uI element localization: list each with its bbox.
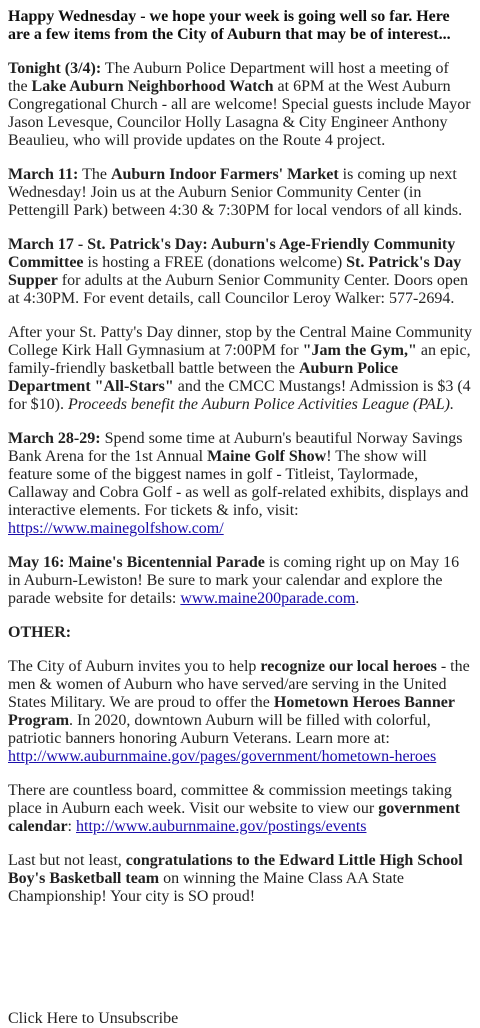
item-march-11-bold: Auburn Indoor Farmers' Market [110,166,339,183]
item-jam-italic: Proceeds benefit the Auburn Police Activities League (PAL). [67,396,454,413]
item-calendar-bold: government calendar [8,800,460,835]
unsubscribe-link[interactable]: Click Here to Unsubscribe [8,1010,179,1027]
other-heading: OTHER: [8,624,72,641]
item-march-11-text: The [78,166,111,183]
other-section [8,624,472,642]
item-march-17 [8,236,472,308]
item-golf-bold: Maine Golf Show [207,448,327,465]
hometown-heroes-link[interactable]: http://www.auburnmaine.gov/pages/government/hometown-heroes [8,748,437,765]
item-congrats-text: Last but not least, [8,852,126,869]
item-tonight-text: The Auburn Police Department will host a meeting of the [8,60,449,95]
item-march-17-bold: St. Patrick's Day Supper [8,254,462,289]
item-jam-bold: "Jam the Gym," [302,342,417,359]
parade-link[interactable]: www.maine200parade.com [180,590,356,607]
item-march-11-label: March 11: [8,166,79,183]
item-march-17-text-2: for adults at the Auburn Senior Community Center. Doors open at 4:30PM. For event details, call Councilor Leroy Walker: 577-2694. [8,272,468,307]
item-heroes-text-2: - the men & women of Auburn who have served/are serving in the United States Military. We are proud to offer the [8,658,470,711]
item-heroes-bold-2: Hometown Heroes Banner Program [8,694,455,729]
item-golf-show [8,430,472,538]
item-jam-text-2: an epic, family-friendly basketball battle between the [8,342,471,377]
item-parade-label: May 16: Maine's Bicentennial Parade [8,554,265,571]
item-march-17-text: is hosting a FREE (donations welcome) [83,254,347,271]
item-jam-text: After your St. Patty's Day dinner, stop by the Central Maine Community College Kirk Hall Gymnasium at 7:00PM for [8,324,472,359]
item-golf-text: Spend some time at Auburn's beautiful Norway Savings Bank Arena for the 1st Annual [8,430,463,465]
item-march-17-label: March 17 - St. Patrick's Day: Auburn's Age-Friendly Community Committee [8,236,456,271]
item-calendar-text-2: : [67,818,76,835]
item-tonight [8,60,472,150]
item-hometown-heroes [8,658,472,766]
calendar-link[interactable]: http://www.auburnmaine.gov/postings/events [76,818,367,835]
item-calendar-text: There are countless board, committee & commission meetings taking place in Auburn each week. Visit our website to view our [8,782,452,817]
item-congrats [8,852,472,906]
item-heroes-bold: recognize our local heroes [260,658,437,675]
item-tonight-text-2: at 6PM at the West Auburn Congregational Church - all are welcome! Special guests include Mayor Jason Levesque, Councilor Holly Lasagna & City Engineer Anthony Beaulieu, who will provide updates on the Route 4 project. [8,78,471,149]
item-jam-bold-2: Auburn Police Department "All-Stars" [8,360,399,395]
intro-text: Happy Wednesday - we hope your week is going well so far. Here are a few items from the City of Auburn that may be of interest... [8,8,451,43]
item-march-11-text-2: is coming up next Wednesday! Join us at the Auburn Senior Community Center (in Pettengill Park) between 4:30 & 7:30PM for local vendors of all kinds. [8,166,463,219]
intro-paragraph [8,8,472,44]
item-parade [8,554,472,608]
item-march-11 [8,166,472,220]
item-jam-text-3: and the CMCC Mustangs! Admission is $3 (4 for $10). [8,378,471,413]
item-congrats-bold: congratulations to the Edward Little High School Boy's Basketball team [8,852,463,887]
item-calendar [8,782,472,836]
item-heroes-text: The City of Auburn invites you to help [8,658,261,675]
item-jam-the-gym [8,324,472,414]
item-golf-text-2: ! The show will feature some of the biggest names in golf - Titleist, Taylormade, Callaway and Cobra Golf - as well as golf-related exhibits, displays and interactive elements. For tickets & info, visit: [8,448,469,519]
spacer [8,922,472,994]
item-heroes-text-3: . In 2020, downtown Auburn will be filled with colorful, patriotic banners honoring Auburn Veterans. Learn more at: [8,712,431,747]
golf-show-link[interactable]: https://www.mainegolfshow.com/ [8,520,224,537]
item-congrats-text-2: on winning the Maine Class AA State Championship! Your city is SO proud! [8,870,404,905]
item-parade-text: is coming right up on May 16 in Auburn-Lewiston! Be sure to mark your calendar and explore the parade website for details: [8,554,460,607]
item-golf-label: March 28-29: [8,430,101,447]
item-parade-text-2: . [355,590,360,607]
item-tonight-label: Tonight (3/4): [8,60,102,77]
item-tonight-bold: Lake Auburn Neighborhood Watch [31,78,274,95]
